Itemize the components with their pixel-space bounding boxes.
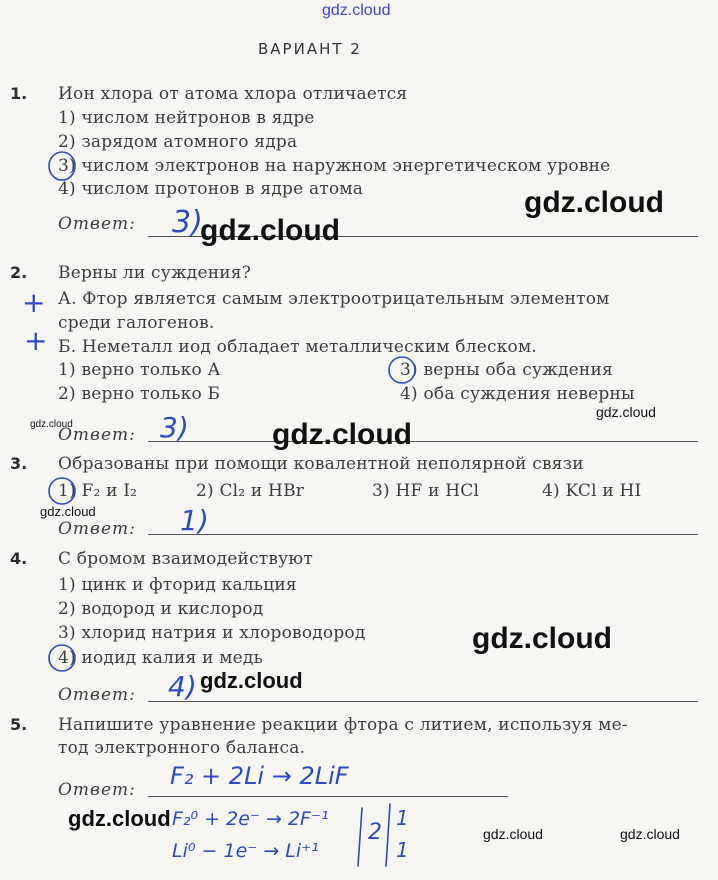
q5-answer-label: Ответ: <box>58 780 136 800</box>
q2-option-3: 3) верны оба суждения <box>400 360 613 380</box>
watermark-top: gdz.cloud <box>322 2 391 19</box>
q5-balance-coef-f: 1 <box>396 806 409 830</box>
q5-handwritten-equation: F₂ + 2Li → 2LiF <box>170 762 349 790</box>
q5-answer-line <box>148 796 508 797</box>
q2-statement-a: А. Фтор является самым электроотрицательным элементом <box>58 289 610 309</box>
watermark: gdz.cloud <box>272 418 412 451</box>
q3-text: Образованы при помощи ковалентной неполярной связи <box>58 454 584 474</box>
q1-handwritten-answer: 3) <box>172 205 203 240</box>
q1-option-2: 2) зарядом атомного ядра <box>58 132 298 152</box>
watermark: gdz.cloud <box>596 404 656 420</box>
q5-balance-coef-li: 1 <box>396 838 409 862</box>
q3-number: 3. <box>10 454 28 473</box>
q4-option-1: 1) цинк и фторид кальция <box>58 575 297 595</box>
q2-statement-a-cont: среди галогенов. <box>58 313 215 333</box>
q5-number: 5. <box>10 715 28 734</box>
q2-option-2: 2) верно только Б <box>58 384 221 404</box>
q3-option-4: 4) KCl и HI <box>542 481 642 501</box>
q2-answer-line <box>148 441 698 442</box>
q2-handwritten-answer: 3) <box>160 411 189 444</box>
q4-handwritten-answer: 4) <box>168 670 197 703</box>
q5-balance-lcm: 2 <box>368 820 382 845</box>
page-title: ВАРИАНТ 2 <box>258 40 362 58</box>
q5-text-line-1: Напишите уравнение реакции фтора с литием, используя ме- <box>58 715 628 735</box>
q2-number: 2. <box>10 263 28 282</box>
q3-option-1: 1) F₂ и I₂ <box>58 481 138 501</box>
q3-option-3: 3) HF и HCl <box>372 481 480 501</box>
q4-option-2: 2) водород и кислород <box>58 599 264 619</box>
q4-text: С бромом взаимодействуют <box>58 549 313 569</box>
q4-number: 4. <box>10 549 28 568</box>
q2-plus-mark-a: + <box>22 286 46 319</box>
q3-answer-label: Ответ: <box>58 519 136 539</box>
q2-answer-label: Ответ: <box>58 425 136 445</box>
q2-plus-mark-b: + <box>24 324 48 357</box>
balance-bracket-left <box>358 808 362 866</box>
q2-option-4: 4) оба суждения неверны <box>400 384 635 404</box>
q1-option-1: 1) числом нейтронов в ядре <box>58 108 315 128</box>
q5-text-line-2: тод электронного баланса. <box>58 738 306 758</box>
q4-answer-line <box>148 701 698 702</box>
q3-handwritten-answer: 1) <box>180 504 209 537</box>
q4-option-4: 4) иодид калия и медь <box>58 648 264 668</box>
q1-number: 1. <box>10 84 28 103</box>
q3-option-2: 2) Cl₂ и HBr <box>196 481 305 501</box>
q2-statement-b: Б. Неметалл иод обладает металлическим блеском. <box>58 337 537 357</box>
watermark: gdz.cloud <box>68 806 171 831</box>
watermark: gdz.cloud <box>472 622 612 655</box>
watermark: gdz.cloud <box>40 504 96 519</box>
q3-answer-line <box>148 534 698 535</box>
q1-text: Ион хлора от атома хлора отличается <box>58 84 408 104</box>
watermark: gdz.cloud <box>200 668 303 693</box>
q4-option-3: 3) хлорид натрия и хлороводород <box>58 623 366 643</box>
watermark: gdz.cloud <box>200 214 340 247</box>
balance-bracket-right <box>386 804 390 866</box>
q2-text: Верны ли суждения? <box>58 263 252 283</box>
q5-half-reaction-fluorine: F₂⁰ + 2e⁻ → 2F⁻¹ <box>172 808 329 830</box>
q4-answer-label: Ответ: <box>58 685 136 705</box>
q5-half-reaction-lithium: Li⁰ − 1e⁻ → Li⁺¹ <box>172 840 319 862</box>
q1-option-3: 3) числом электронов на наружном энергетическом уровне <box>58 156 611 176</box>
q1-answer-label: Ответ: <box>58 214 136 234</box>
watermark: gdz.cloud <box>524 186 664 219</box>
q2-option-1: 1) верно только А <box>58 360 221 380</box>
watermark: gdz.cloud <box>483 826 543 842</box>
watermark: gdz.cloud <box>620 826 680 842</box>
q1-option-4: 4) числом протонов в ядре атома <box>58 179 364 199</box>
watermark: gdz.cloud <box>30 419 73 430</box>
